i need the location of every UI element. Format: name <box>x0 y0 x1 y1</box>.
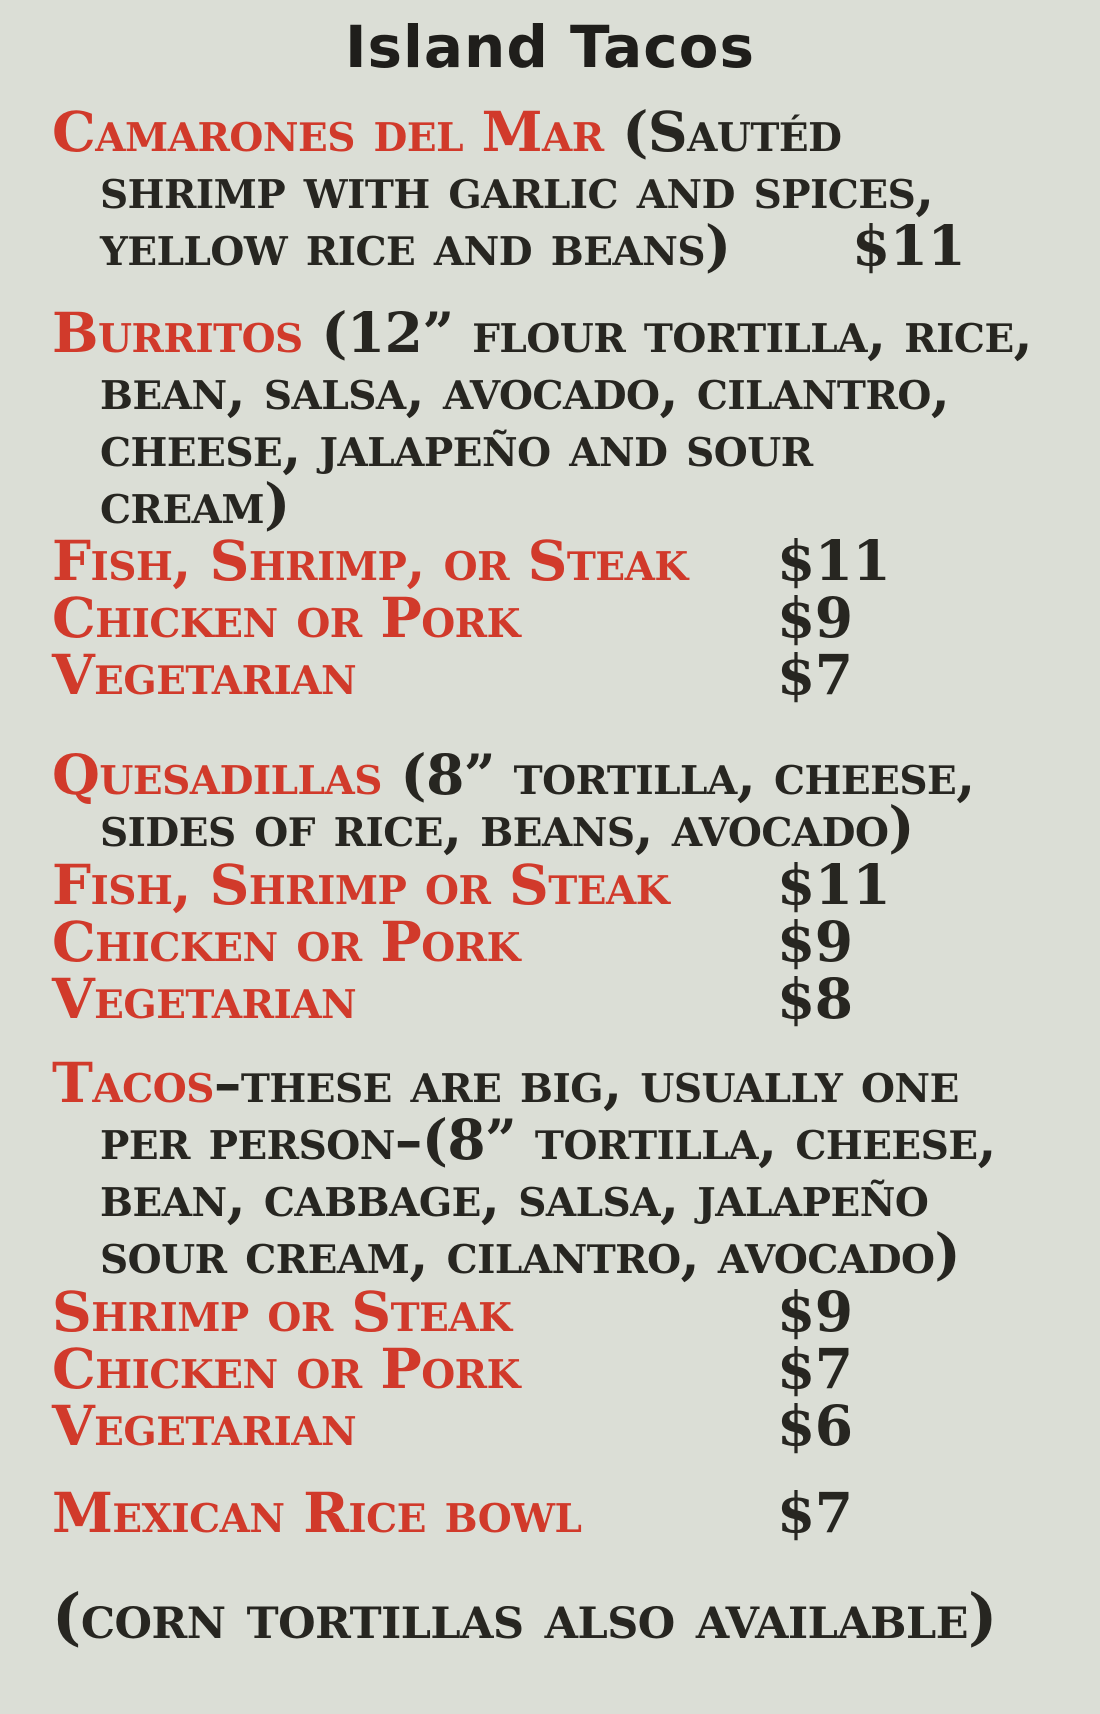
menu-line <box>52 1050 1080 1115</box>
item-description: (Sautéd <box>603 99 842 164</box>
item-price: $7 <box>777 642 853 707</box>
item-name: Mexican Rice bowl <box>52 1480 582 1545</box>
item-description: yellow rice and beans) <box>100 213 731 278</box>
menu-row <box>52 1480 1080 1545</box>
menu-section-camarones <box>52 99 1080 278</box>
menu-section-rice-bowl <box>52 1480 1080 1545</box>
menu-row <box>52 909 1080 974</box>
item-name: Burritos <box>52 300 303 365</box>
menu-rows <box>52 852 1080 1031</box>
item-name: Shrimp or Steak <box>52 1279 512 1344</box>
item-description: per person–(8” tortilla, cheese, <box>100 1107 997 1172</box>
item-price: $8 <box>777 966 853 1031</box>
item-price: $7 <box>777 1336 853 1401</box>
item-description: (12” flour tortilla, rice, <box>302 300 1033 365</box>
item-description: sides of rice, beans, avocado) <box>100 794 914 859</box>
menu-row <box>52 528 1080 593</box>
item-description: bean, salsa, avocado, cilantro, <box>100 357 950 422</box>
menu-line <box>52 213 1080 278</box>
menu-row <box>52 1336 1080 1401</box>
menu-row <box>52 966 1080 1031</box>
menu-line <box>52 300 1080 365</box>
item-name: Vegetarian <box>52 642 357 707</box>
menu-footnote <box>52 1580 1080 1653</box>
item-name: Vegetarian <box>52 966 357 1031</box>
item-description: (8” tortilla, cheese, <box>381 742 975 807</box>
item-name: Camarones del Mar <box>52 99 604 164</box>
item-description: –these are big, usually one <box>213 1050 959 1115</box>
footnote-text: (corn tortillas also available) <box>52 1580 997 1653</box>
item-name: Chicken or Pork <box>52 585 520 650</box>
item-name: Fish, Shrimp, or Steak <box>52 528 688 593</box>
item-description: cream) <box>100 471 290 536</box>
menu-row <box>52 585 1080 650</box>
menu-rows <box>52 1279 1080 1458</box>
item-price: $9 <box>777 909 853 974</box>
item-price: $11 <box>777 852 891 917</box>
menu-row <box>52 1279 1080 1344</box>
item-description: sour cream, cilantro, avocado) <box>100 1221 961 1286</box>
item-price: $7 <box>777 1480 853 1545</box>
item-name: Tacos <box>52 1050 214 1115</box>
item-name: Vegetarian <box>52 1393 357 1458</box>
menu-row <box>52 642 1080 707</box>
menu-line <box>52 99 1080 164</box>
menu-section-tacos <box>52 1050 1080 1458</box>
item-price: $11 <box>777 528 891 593</box>
item-description: shrimp with garlic and spices, <box>100 156 934 221</box>
menu-section-quesadillas <box>52 742 1080 1031</box>
item-name: Chicken or Pork <box>52 909 520 974</box>
item-name: Fish, Shrimp or Steak <box>52 852 670 917</box>
menu-title: Island Tacos <box>344 13 756 81</box>
menu-body <box>0 80 1100 1653</box>
item-price: $9 <box>777 1279 853 1344</box>
item-price: $11 <box>852 213 966 278</box>
item-name: Chicken or Pork <box>52 1336 520 1401</box>
item-description: bean, cabbage, salsa, jalapeño <box>100 1164 929 1229</box>
menu-row <box>52 1393 1080 1458</box>
item-description: cheese, jalapeño and sour <box>100 414 813 479</box>
item-name: Quesadillas <box>52 742 382 807</box>
menu-section-burritos <box>52 300 1080 707</box>
menu-row <box>52 852 1080 917</box>
item-price: $9 <box>777 585 853 650</box>
item-price: $6 <box>777 1393 853 1458</box>
